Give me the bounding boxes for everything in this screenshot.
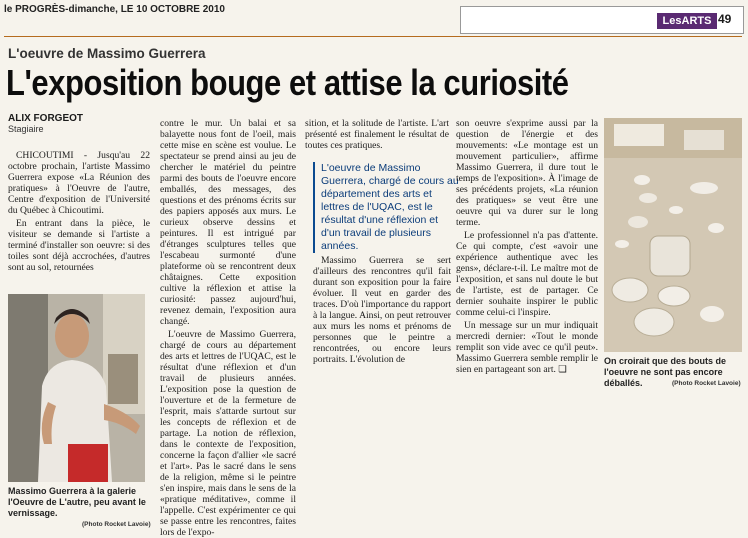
artist-photo (8, 294, 145, 482)
paragraph: sition, et la solitude de l'artiste. L'art présenté est finalement le résultat de toutes ces pratiques. (305, 118, 449, 151)
paragraph: CHICOUTIMI - Jusqu'au 22 octobre prochain, l'artiste Massimo Guerrera expose «La Réunion des pratiques» à l'Oeuvre de l'autre, Centre d'exposition de l'Université du Québec à Chicoutimi. (8, 150, 150, 216)
section-tag: LesARTS (657, 13, 717, 29)
article-column-3 (305, 118, 449, 152)
article-kicker: L'oeuvre de Massimo Guerrera (8, 46, 206, 61)
pull-quote: L'oeuvre de Massimo Guerrera, chargé de cours au département des arts et lettres de l'UQAC, est le résultat d'une réflexion et d'un travail de plusieurs années. (313, 162, 459, 253)
header-rule (4, 36, 742, 37)
article-column-3b (313, 255, 451, 389)
paragraph: son oeuvre s'exprime aussi par la question de l'énergie et des mouvements: «Le montage est un mouvement particulier», affirme Massimo Guerrera, il dure tout le temps de l'exposition». À l'image de ses précédents projets, «La réunion des pratiques» se veut être une oeuvre qui va durer sur le long terme. (456, 118, 598, 228)
exhibition-photo-image (604, 118, 742, 352)
paragraph: contre le mur. Un balai et sa balayette nous font de l'oeil, mais cette mise en scène est voulue. Le spectateur se prend ainsi au jeu de chercher le matériel du peintre parmi des bouts de l'oeuvre encore emballés, des messages, des questions et des prénoms écrits sur des papiers apposés aux murs. Le curieux observe dessins et peintures. Il est intrigué par d'étranges sculptures telles que l'escabeau surmonté d'une plateforme où se rencontrent deux châtaignes. Cette exposition cultive la réflexion et attise la curiosité: passez aujourd'hui, revenez demain, l'exposition aura changé. (160, 118, 296, 327)
photo-credit: (Photo Rocket Lavoie) (82, 521, 151, 528)
photo-credit: (Photo Rocket Lavoie) (672, 380, 741, 387)
photo-caption: Massimo Guerrera à la galerie l'Oeuvre de L'autre, peu avant le vernissage. (8, 486, 146, 518)
paragraph: En entrant dans la pièce, le visiteur se demande si l'artiste a terminé d'installer son oeuvre: si des toiles sont déjà accrochées, d'autres sont au sol, retournées (8, 218, 150, 273)
author-name: ALIX FORGEOT (8, 113, 83, 124)
photo-caption: On croirait que des bouts de l'oeuvre ne sont pas encore déballés. (604, 356, 727, 388)
article-column-2 (160, 118, 296, 538)
article-column-4 (456, 118, 598, 390)
paragraph: Massimo Guerrera se sert d'ailleurs des rencontres qu'il fait durant son exposition pour la faire évoluer. Il veut en garder des traces. D'où l'importance du rapport à la langue. Ainsi, on peut retrouver aux murs les noms et prénoms de personnes que le peintre a rencontrées, ou encore leurs portraits. L'évolution de (313, 255, 451, 365)
article-headline: L'exposition bouge et attise la curiosité (6, 62, 569, 103)
paragraph: Le professionnel n'a pas d'attente. Ce qui compte, c'est «avoir une expérience authentique avec les gens», déclare-t-il. Le maître mot de l'exposition, et sans nul doute le but de l'artiste, est de partager. Ce dernier souhaite inspirer le public comme celui-ci l'inspire. (456, 230, 598, 318)
exhibition-photo (604, 118, 742, 352)
paragraph: Un message sur un mur indiquait mercredi dernier: «Tout le monde remplit son vide avec ce qu'il peut». Massimo Guerrera semble remplir le sien en partageant son art. ❏ (456, 320, 598, 375)
page-number: 49 (718, 12, 732, 26)
artist-photo-image (8, 294, 145, 482)
paragraph: L'oeuvre de Massimo Guerrera, chargé de cours au département des arts et lettres de l'UQAC, est le résultat d'une réflexion et d'un travail de plusieurs années. L'exposition pose la question de l'ouverture et de la fermeture de l'esprit, mais s'attarde surtout sur les concepts de réflexion et de partage. La notion de réflexion, dans le contexte de l'exposition, concerne la façon d'allier «le sacré et l'art». Pas le sacré dans le sens de la religion, même si le peintre s'en inspire, mais dans le sens de la «pratique méditative», comme il l'appelle. C'est expérimenter ce qui se passe entre les rencontres, faites lors de l'expo- (160, 329, 296, 538)
masthead: le PROGRÈS-dimanche, LE 10 OCTOBRE 2010 (4, 4, 225, 15)
article-column-1 (8, 150, 150, 282)
author-role: Stagiaire (8, 124, 44, 134)
